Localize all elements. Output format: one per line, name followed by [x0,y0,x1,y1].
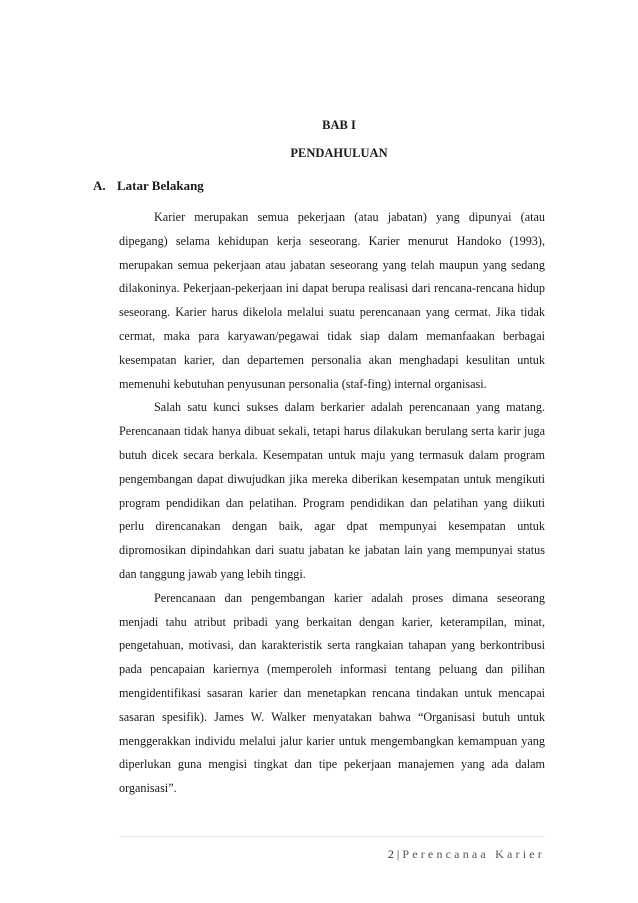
paragraph-2: Salah satu kunci sukses dalam berkarier adalah perencanaan yang matang. Perencanaan tidak hanya dibuat sekali, tetapi harus dilakukan berulang serta karir juga butuh dicek secara berkala. Kesempatan untuk maju yang termasuk dalam program pengembangan dapat diwujudkan jika mereka diberikan kesempatan untuk mengikuti program pendidikan dan pelatihan. Program pendidikan dan pelatihan yang diikuti perlu direncanakan dengan baik, agar dpat mempunyai kesempatan untuk dipromosikan dipindahkan dari suatu jabatan ke jabatan lain yang mempunyai status dan tanggung jawab yang lebih tinggi. [119,400,545,581]
paragraph-1: Karier merupakan semua pekerjaan (atau jabatan) yang dipunyai (atau dipegang) selama kehidupan kerja seseorang. Karier menurut Handoko (1993), merupakan semua pekerjaan atau jabatan seseorang yang telah maupun yang sedang dilakoninya. Pekerjaan-pekerjaan ini dapat berupa realisasi dari rencana-rencana hidup seseorang. Karier harus dikelola melalui suatu perencanaan yang cermat. Jika tidak cermat, maka para karyawan/pegawai tidak siap dalam memanfaakan berbagai kesempatan karier, dan departemen personalia akan menghadapi kesulitan untuk memenuhi kebutuhan penyusunan personalia (staf-fing) internal organisasi. [119,210,545,391]
section-title: Latar Belakang [117,178,204,193]
footer-divider [119,836,545,837]
footer-separator: | [396,847,400,861]
chapter-number: BAB I [322,118,356,132]
body-text [119,206,545,801]
paragraph-3: Perencanaan dan pengembangan karier adalah proses dimana seseorang menjadi tahu atribut pribadi yang berkaitan dengan karier, keterampilan, minat, pengetahuan, motivasi, dan karakteristik serta rangkaian tahapan yang berkontribusi pada pencapaian kariernya (memperoleh informasi tentang peluang dan pilihan mengidentifikasi sasaran karier dan menetapkan rencana tindakan untuk mencapai sasaran spesifik). James W. Walker menyatakan bahwa “Organisasi butuh untuk menggerakkan individu melalui jalur karier untuk mengembangkan kemampuan yang diperlukan guna mengisi tingkat dan tipe pekerjaan manajemen yang ada dalam organisasi”. [119,590,545,796]
section-label: A. [93,178,106,193]
page-footer [388,847,545,862]
section-heading [93,178,204,194]
chapter-title: PENDAHULUAN [290,146,388,160]
running-title: Perencanaa Karier [402,847,545,861]
page-number: 2 [387,847,394,861]
